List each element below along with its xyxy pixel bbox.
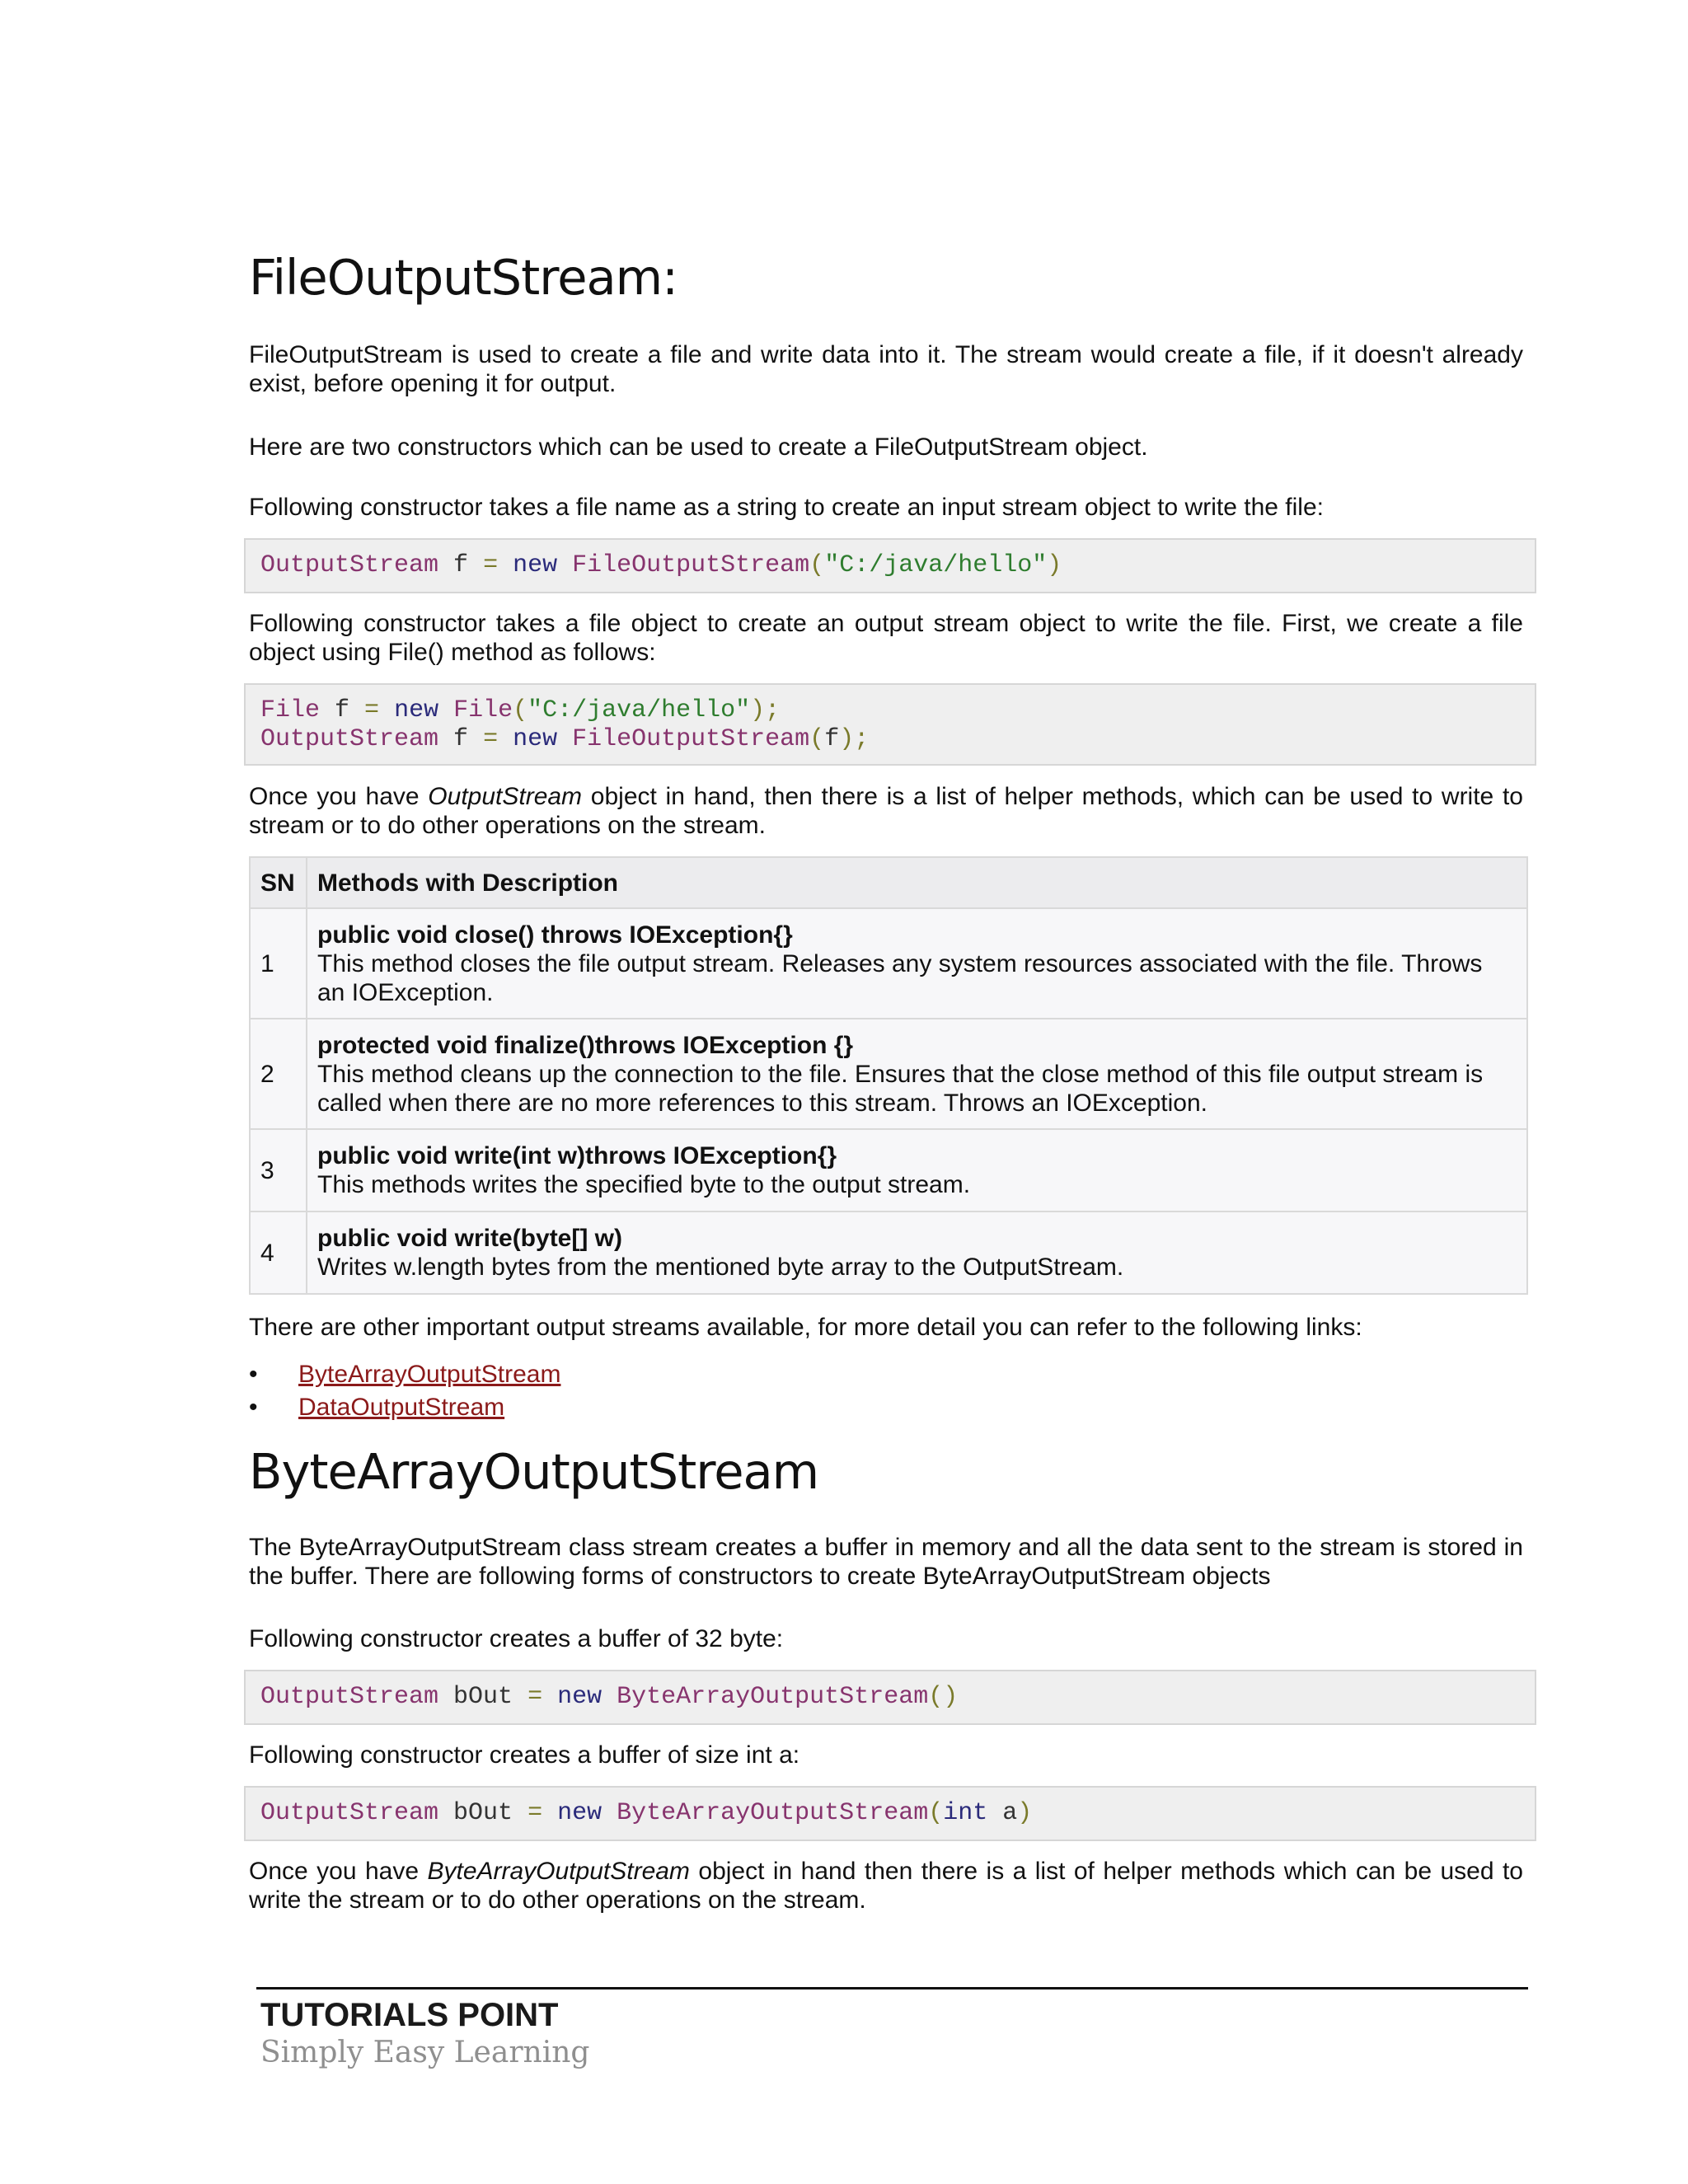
table-row (250, 1019, 1527, 1129)
method-description: This method cleans up the connection to the file. Ensures that the close method of this file output stream is called when there are no more references to this stream. Throws an IOException. (317, 1060, 1484, 1117)
bytearrayoutputstream-intro: The ByteArrayOutputStream class stream creates a buffer in memory and all the data sent to the stream is stored in the buffer. There are following forms of constructors to create ByteArrayOutputStream objects (249, 1534, 1523, 1590)
footer-tagline: Simply Easy Learning (260, 2036, 590, 2069)
bytearray-constructor1-description: Following constructor creates a buffer of 32 byte: (249, 1625, 784, 1652)
table-row (250, 908, 1527, 1019)
bytearray-helper-methods-intro: Once you have ByteArrayOutputStream object in hand then there is a list of helper methods which can be used to write the stream or to do other operations on the stream. (249, 1858, 1523, 1914)
fileoutputstream-intro: FileOutputStream is used to create a file and write data into it. The stream would create a file, if it doesn't already exist, before opening it for output. (249, 341, 1523, 397)
row-method-cell (307, 908, 1527, 1019)
table-header-row (250, 857, 1527, 908)
section-title-bytearrayoutputstream: ByteArrayOutputStream (249, 1443, 819, 1500)
code-block-bytearray-size: OutputStream bOut = new ByteArrayOutputStream(int a) (244, 1786, 1536, 1841)
row-method-cell (307, 1212, 1527, 1294)
method-signature: public void write(byte[] w) (317, 1225, 623, 1252)
row-sn: 4 (250, 1212, 307, 1294)
methods-table (249, 856, 1528, 1295)
bytearray-constructor2-description: Following constructor creates a buffer of size int a: (249, 1741, 800, 1769)
row-sn: 3 (250, 1129, 307, 1212)
constructors-intro: Here are two constructors which can be used to create a FileOutputStream object. (249, 434, 1148, 461)
other-streams-intro: There are other important output streams available, for more detail you can refer to the following links: (249, 1314, 1362, 1341)
column-header-sn: SN (250, 857, 307, 908)
method-description: Writes w.length bytes from the mentioned byte array to the OutputStream. (317, 1254, 1124, 1281)
row-sn: 2 (250, 1019, 307, 1129)
method-description: This method closes the file output stream. Releases any system resources associated with the file. Throws an IOException. (317, 949, 1483, 1006)
row-method-cell (307, 1129, 1527, 1212)
link-dataoutputstream[interactable]: DataOutputStream (298, 1394, 505, 1421)
bullet-icon: • (249, 1394, 258, 1421)
footer-divider (256, 1987, 1528, 1990)
footer-brand: TUTORIALS POINT (260, 1997, 559, 2033)
method-signature: protected void finalize()throws IOException {} (317, 1031, 854, 1059)
link-bytearrayoutputstream[interactable]: ByteArrayOutputStream (298, 1361, 561, 1388)
code-block-bytearray-default: OutputStream bOut = new ByteArrayOutputStream() (244, 1670, 1536, 1725)
table-row (250, 1212, 1527, 1294)
constructor1-description: Following constructor takes a file name as a string to create an input stream object to write the file: (249, 494, 1324, 521)
table-row (250, 1129, 1527, 1212)
row-sn: 1 (250, 908, 307, 1019)
constructor2-description: Following constructor takes a file object to create an output stream object to write the file. First, we create a file object using File() method as follows: (249, 610, 1523, 666)
method-description: This methods writes the specified byte to the output stream. (317, 1171, 971, 1198)
section-title-fileoutputstream: FileOutputStream: (249, 249, 678, 306)
method-signature: public void close() throws IOException{} (317, 921, 793, 949)
code-block-fileoutputstream-string: OutputStream f = new FileOutputStream("C:/java/hello") (244, 538, 1536, 593)
row-method-cell (307, 1019, 1527, 1129)
column-header-methods: Methods with Description (307, 857, 1527, 908)
bullet-icon: • (249, 1361, 258, 1388)
method-signature: public void write(int w)throws IOException{} (317, 1142, 837, 1169)
helper-methods-intro: Once you have OutputStream object in hand, then there is a list of helper methods, which can be used to write to stream or to do other operations on the stream. (249, 783, 1523, 839)
code-block-fileoutputstream-file: File f = new File("C:/java/hello"); OutputStream f = new FileOutputStream(f); (244, 683, 1536, 766)
